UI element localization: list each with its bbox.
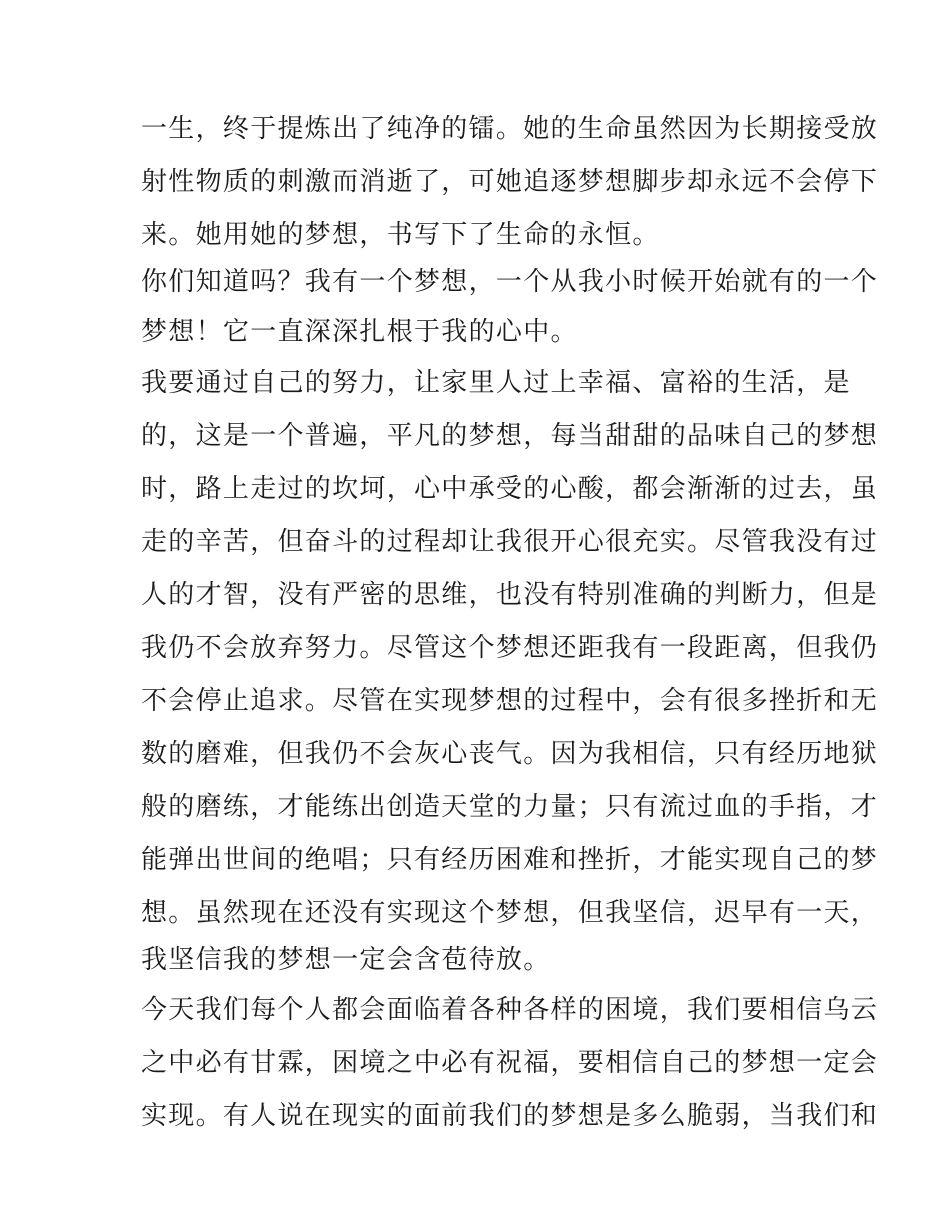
text-line: 我坚信我的梦想一定会含苞待放。 — [141, 945, 551, 975]
text-line: 我仍不会放弃努力。尽管这个梦想还距我有一段距离，但我仍 — [141, 633, 879, 663]
text-line: 能弹出世间的绝唱；只有经历困难和挫折，才能实现自己的梦 — [141, 845, 879, 875]
text-line: 人的才智，没有严密的思维，也没有特别准确的判断力，但是 — [141, 580, 879, 610]
text-line: 时，路上走过的坎坷，心中承受的心酸，都会渐渐的过去，虽 — [141, 474, 879, 504]
text-line: 之中必有甘霖，困境之中必有祝福，要相信自己的梦想一定会 — [141, 1048, 879, 1078]
text-line: 走的辛苦，但奋斗的过程却让我很开心很充实。尽管我没有过 — [141, 527, 879, 557]
text-line: 来。她用她的梦想，书写下了生命的永恒。 — [141, 220, 660, 250]
text-line: 实现。有人说在现实的面前我们的梦想是多么脆弱，当我们和 — [141, 1101, 879, 1131]
text-line: 般的磨练，才能练出创造天堂的力量；只有流过血的手指，才 — [141, 792, 879, 822]
text-line: 我要通过自己的努力，让家里人过上幸福、富裕的生活，是 — [141, 368, 851, 398]
text-line: 数的磨难，但我仍不会灰心丧气。因为我相信，只有经历地狱 — [141, 739, 879, 769]
text-line: 梦想！它一直深深扎根于我的心中。 — [141, 317, 578, 347]
text-line: 一生，终于提炼出了纯净的镭。她的生命虽然因为长期接受放 — [141, 114, 879, 144]
text-line: 想。虽然现在还没有实现这个梦想，但我坚信，迟早有一天， — [141, 898, 879, 928]
text-line: 不会停止追求。尽管在实现梦想的过程中，会有很多挫折和无 — [141, 686, 879, 716]
text-line: 今天我们每个人都会面临着各种各样的困境，我们要相信乌云 — [141, 995, 879, 1025]
text-line: 射性物质的刺激而消逝了，可她追逐梦想脚步却永远不会停下 — [141, 167, 879, 197]
text-line: 的，这是一个普遍，平凡的梦想，每当甜甜的品味自己的梦想 — [141, 421, 879, 451]
text-line: 你们知道吗？我有一个梦想，一个从我小时候开始就有的一个 — [141, 267, 879, 297]
